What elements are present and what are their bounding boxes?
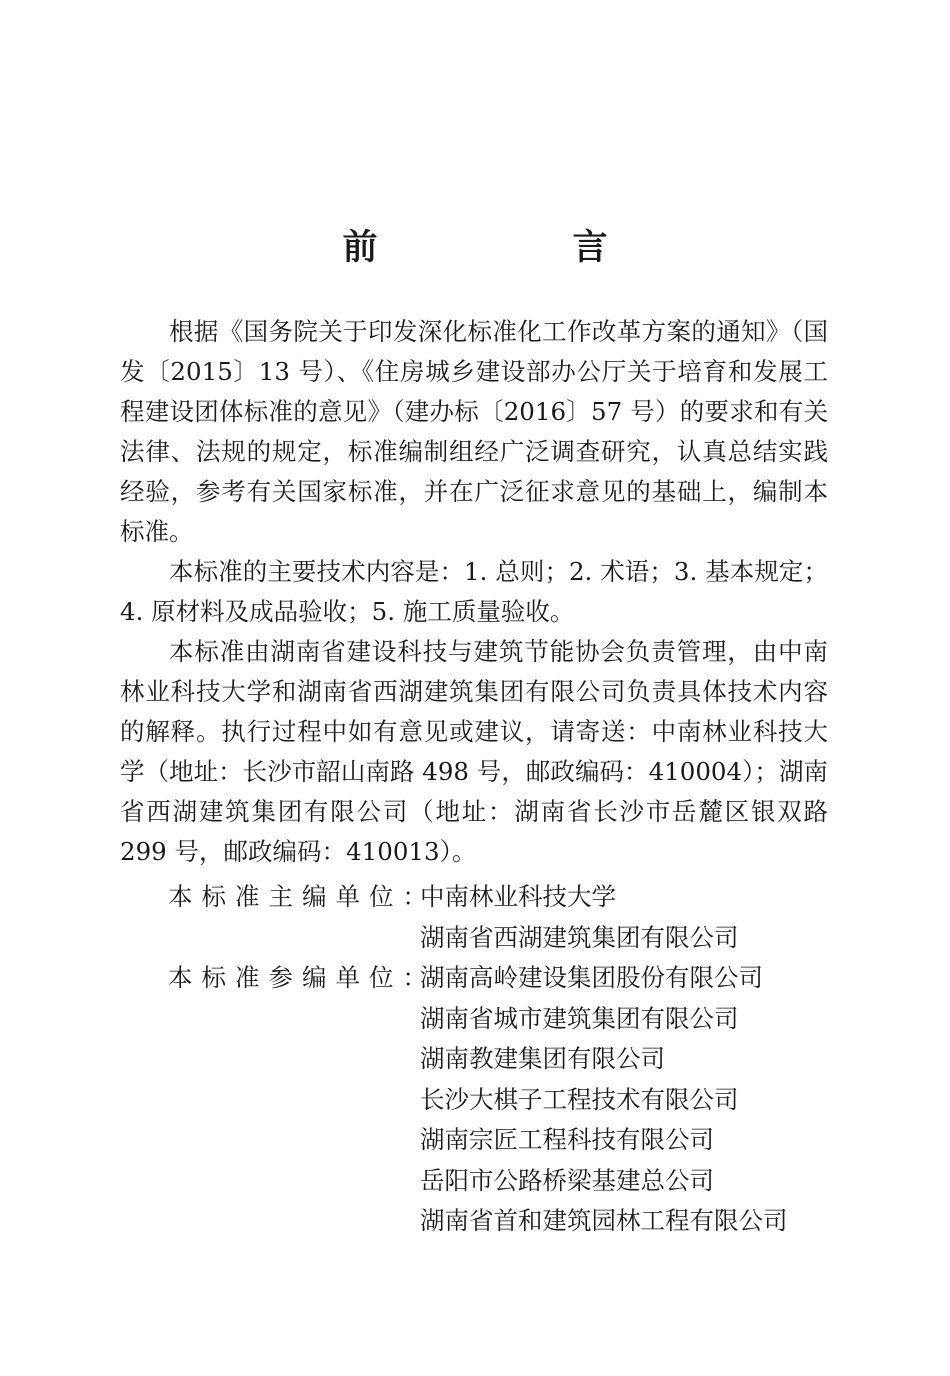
participating-units-list [420, 958, 840, 1242]
list-item: 湖南宗匠工程科技有限公司 [420, 1125, 714, 1154]
list-item: 湖南高岭建设集团股份有限公司 [420, 963, 763, 992]
paragraph-management: 本标准由湖南省建设科技与建筑节能协会负责管理，由中南林业科技大学和湖南省西湖建筑集团有限公司负责具体技术内容的解释。执行过程中如有意见或建议，请寄送：中南林业科技大学（地址：长沙市韶山南路 498 号，邮政编码：410004）；湖南省西湖建筑集团有限公司（地址：湖南省长沙市岳麓区银双路 299 号，邮政编码：410013）。 [120, 637, 828, 866]
list-item: 长沙大棋子工程技术有限公司 [420, 1084, 739, 1114]
participating-units-label: 本标准参编单位： [168, 963, 436, 992]
paragraph-contents: 本标准的主要技术内容是：1. 总则；2. 术语；3. 基本规定；4. 原材料及成品验收；5. 施工质量验收。 [120, 557, 828, 626]
list-item: 岳阳市公路桥梁基建总公司 [420, 1165, 714, 1195]
page-title: 前 言 [342, 228, 688, 268]
list-item: 湖南省西湖建筑集团有限公司 [420, 922, 739, 952]
preface-body [120, 312, 828, 872]
list-item: 湖南省首和建筑园林工程有限公司 [420, 1206, 788, 1235]
list-item: 湖南省城市建筑集团有限公司 [420, 1003, 739, 1033]
paragraph-basis: 根据《国务院关于印发深化标准化工作改革方案的通知》（国发〔2015〕13 号）、《住房城乡建设部办公厅关于培育和发展工程建设团体标准的意见》（建办标〔2016〕57 号）的要求和有关法律、法规的规定，标准编制组经广泛调查研究，认真总结实践经验，参考有关国家标准，并在广泛征求意见的基础上，编制本标准。 [120, 317, 828, 546]
chief-units-label: 本标准主编单位： [168, 882, 436, 911]
list-item: 湖南教建集团有限公司 [420, 1044, 665, 1073]
list-item: 中南林业科技大学 [420, 882, 616, 911]
chief-units-list [420, 877, 840, 958]
